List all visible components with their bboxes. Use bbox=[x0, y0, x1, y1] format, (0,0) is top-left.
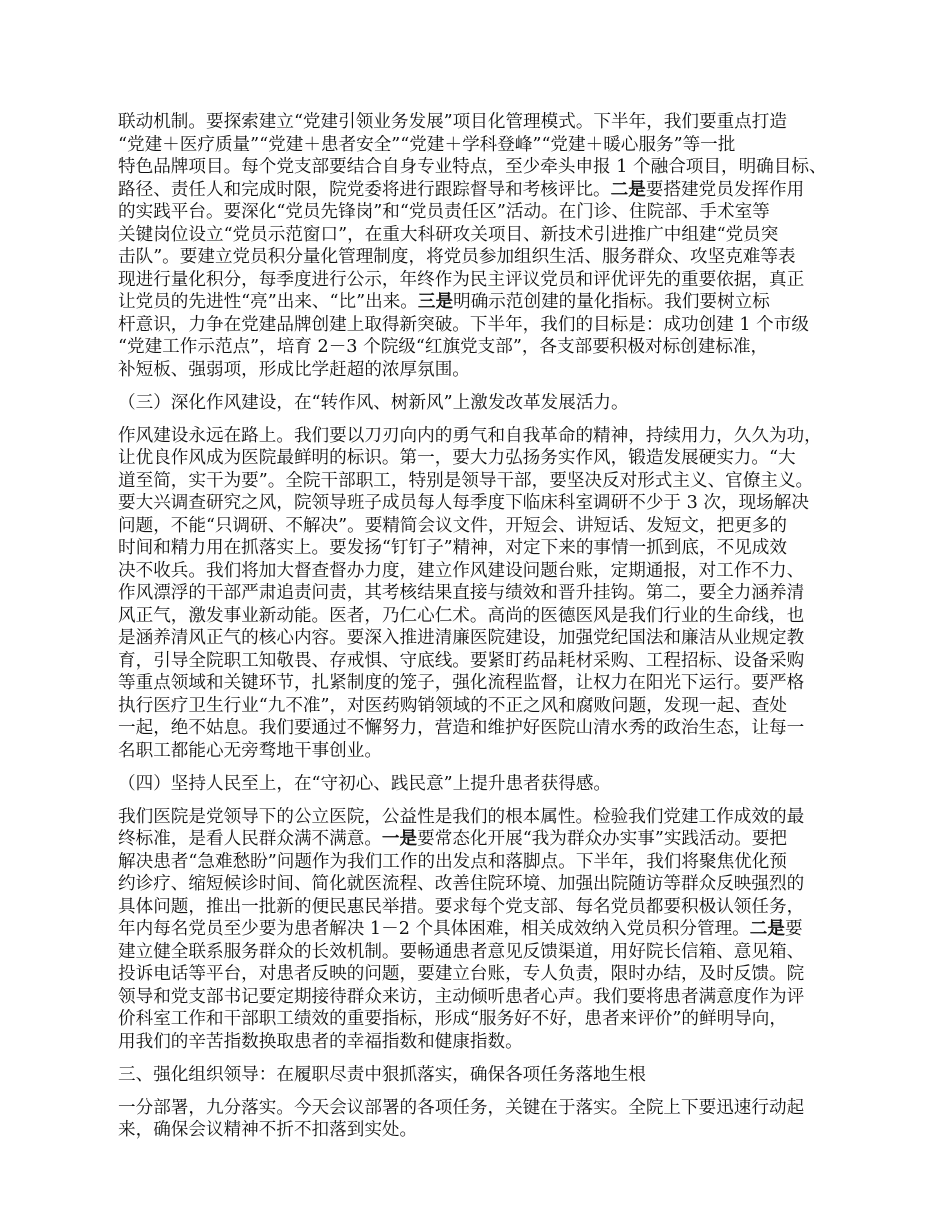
text-run: 补短板、强弱项，形成比学赶超的浓厚氛围。 bbox=[118, 359, 470, 380]
body-paragraph bbox=[118, 425, 838, 763]
text-line bbox=[118, 224, 838, 247]
text-run: 让优良作风成为医院最鲜明的标识。第一，要大力弘扬务实作风，锻造发展硬实力。“大 bbox=[118, 448, 796, 468]
text-run: 问题，不能“只调研、不解决”。要精简会议文件，开短会、讲短话、发短文，把更多的 bbox=[118, 515, 787, 536]
text-run: 等重点领域和关键环节，扎紧制度的笼子，强化流程监督，让权力在阳光下运行。要严格 bbox=[118, 673, 805, 693]
text-line bbox=[118, 111, 838, 134]
text-run: 具体问题，推出一批新的便民惠民举措。要求每个党支部、每名党员都要积极认领任务， bbox=[118, 896, 805, 917]
text-run: 建立健全联系服务群众的长效机制。要畅通患者意见反馈渠道，用好院长信箱、意见箱、 bbox=[118, 941, 805, 962]
section-heading bbox=[118, 1064, 838, 1087]
text-run: 的实践平台。要深化“党员先锋岗”和“党员责任区”活动。在门诊、住院部、手术室等 bbox=[118, 202, 770, 222]
text-run: 约诊疗、缩短候诊时间、简化就医流程、改善住院环境、加强出院随访等群众反映强烈的 bbox=[118, 874, 805, 894]
text-line bbox=[118, 963, 838, 986]
text-line bbox=[118, 627, 838, 650]
text-line bbox=[118, 773, 838, 796]
text-run: 时间和精力用在抓落实上。要发扬“钉钉子”精神，对定下来的事情一抓到底，不见成效 bbox=[118, 538, 787, 558]
text-run: 关键岗位设立“党员示范窗口”，在重大科研攻关项目、新技术引进推广中组建“党员突 bbox=[118, 224, 779, 245]
text-run: 风正气，激发事业新动能。医者，乃仁心仁术。高尚的医德医风是我们行业的生命线，也 bbox=[118, 605, 805, 626]
text-run: 让党员的先进性“亮”出来、“比”出来。 bbox=[118, 292, 418, 312]
text-line bbox=[118, 314, 838, 337]
text-line bbox=[118, 201, 838, 224]
body-paragraph bbox=[118, 111, 838, 381]
text-run: 来，确保会议精神不折不扣落到实处。 bbox=[118, 1120, 418, 1140]
text-run: 价科室工作和干部职工绩效的重要指标，形成“服务好不好，患者来评价”的鲜明导向， bbox=[118, 1009, 787, 1029]
text-line bbox=[118, 359, 838, 382]
text-run: 明确示范创建的量化指标。我们要树立标 bbox=[453, 292, 770, 312]
text-line bbox=[118, 392, 838, 415]
text-run: “党建＋医疗质量”“党建＋患者安全”“党建＋学科登峰”“党建＋暖心服务”等一批 bbox=[118, 134, 736, 155]
text-line bbox=[118, 134, 838, 157]
text-run: “党建工作示范点”，培育 2－3 个院级“红旗党支部”，各支部要积极对标创建标准， bbox=[118, 337, 769, 357]
text-line bbox=[118, 941, 838, 964]
text-line bbox=[118, 1008, 838, 1031]
section-heading bbox=[118, 773, 838, 796]
text-run: 我们医院是党领导下的公立医院，公益性是我们的根本属性。检验我们党建工作成效的最 bbox=[118, 806, 805, 827]
text-line bbox=[118, 470, 838, 493]
text-line bbox=[118, 336, 838, 359]
text-run: 要常态化开展“我为群众办实事”实践活动。要把 bbox=[417, 829, 787, 849]
text-line bbox=[118, 717, 838, 740]
text-run: 联动机制。要探索建立“党建引领业务发展”项目化管理模式。下半年，我们要重点打造 bbox=[118, 112, 787, 132]
text-line bbox=[118, 851, 838, 874]
text-run: （三）深化作风建设，在“转作风、树新风”上激发改革发展活力。 bbox=[118, 392, 629, 413]
text-line bbox=[118, 269, 838, 292]
text-line bbox=[118, 492, 838, 515]
text-run: （四）坚持人民至上，在“守初心、践民意”上提升患者获得感。 bbox=[118, 773, 612, 794]
text-run: 作风建设永远在路上。我们要以刀刃向内的勇气和自我革命的精神，持续用力，久久为功， bbox=[118, 425, 822, 446]
body-paragraph bbox=[118, 1097, 838, 1142]
document-body bbox=[118, 111, 838, 1152]
text-run: 终标准，是看人民群众满不满意。 bbox=[118, 829, 382, 849]
text-run: 一分部署，九分落实。今天会议部署的各项任务，关键在于落实。全院上下要迅速行动起 bbox=[118, 1097, 805, 1118]
text-line bbox=[118, 179, 838, 202]
text-line bbox=[118, 1119, 838, 1142]
text-run: 一起，绝不姑息。我们要通过不懈努力，营造和维护好医院山清水秀的政治生态，让每一 bbox=[118, 718, 805, 738]
text-line bbox=[118, 1064, 838, 1087]
text-run: 杆意识，力争在党建品牌创建上取得新突破。下半年，我们的目标是：成功创建 1 个市级 bbox=[118, 314, 809, 335]
text-line bbox=[118, 986, 838, 1009]
text-line bbox=[118, 695, 838, 718]
text-run: 解决患者“急难愁盼”问题作为我们工作的出发点和落脚点。下半年，我们将聚焦优化预 bbox=[118, 851, 787, 872]
text-run: 是涵养清风正气的核心内容。要深入推进清廉医院建设，加强党纪国法和廉洁从业规定教 bbox=[118, 628, 805, 648]
text-line bbox=[118, 156, 838, 179]
emphasis-text: 二是 bbox=[749, 918, 785, 939]
text-line bbox=[118, 918, 838, 941]
text-line bbox=[118, 582, 838, 605]
text-line bbox=[118, 1097, 838, 1120]
text-line bbox=[118, 425, 838, 448]
text-line bbox=[118, 672, 838, 695]
text-line bbox=[118, 246, 838, 269]
text-line bbox=[118, 605, 838, 628]
text-line bbox=[118, 447, 838, 470]
text-run: 现进行量化积分，每季度进行公示，年终作为民主评议党员和评优评先的重要依据，真正 bbox=[118, 269, 805, 290]
text-run: 要 bbox=[784, 919, 803, 939]
text-run: 要大兴调查研究之风，院领导班子成员每人每季度下临床科室调研不少于 3 次，现场解决 bbox=[118, 493, 809, 513]
text-run: 特色品牌项目。每个党支部要结合自身专业特点，至少牵头申报 1 个融合项目，明确目标、 bbox=[118, 157, 827, 177]
text-run: 用我们的辛苦指数换取患者的幸福指数和健康指数。 bbox=[118, 1031, 523, 1052]
body-paragraph bbox=[118, 806, 838, 1054]
text-line bbox=[118, 1031, 838, 1054]
text-run: 投诉电话等平台，对患者反映的问题，要建立台账，专人负责，限时办结，及时反馈。院 bbox=[118, 964, 805, 984]
text-run: 决不收兵。我们将加大督查督办力度，建立作风建设问题台账，定期通报，对工作不力、 bbox=[118, 560, 805, 581]
text-run: 领导和党支部书记要定期接待群众来访，主动倾听患者心声。我们要将患者满意度作为评 bbox=[118, 986, 805, 1007]
text-run: 育，引导全院职工知敬畏、存戒惧、守底线。要紧盯药品耗材采购、工程招标、设备采购 bbox=[118, 650, 805, 671]
text-line bbox=[118, 515, 838, 538]
text-run: 路径、责任人和完成时限，院党委将进行跟踪督导和考核评比。 bbox=[118, 179, 611, 200]
text-line bbox=[118, 537, 838, 560]
text-run: 道至简，实干为要”。全院干部职工，特别是领导干部，要坚决反对形式主义、官僚主义。 bbox=[118, 470, 814, 491]
text-line bbox=[118, 650, 838, 673]
text-run: 要搭建党员发挥作用 bbox=[645, 179, 805, 200]
text-run: 执行医疗卫生行业“九不准”，对医药购销领域的不正之风和腐败问题，发现一起、查处 bbox=[118, 695, 787, 716]
text-line bbox=[118, 828, 838, 851]
text-run: 作风漂浮的干部严肃追责问责，其考核结果直接与绩效和晋升挂钩。第二，要全力涵养清 bbox=[118, 583, 805, 603]
text-line bbox=[118, 896, 838, 919]
text-line bbox=[118, 560, 838, 583]
text-run: 名职工都能心无旁骛地干事创业。 bbox=[118, 740, 382, 761]
emphasis-text: 三是 bbox=[417, 291, 454, 312]
emphasis-text: 一是 bbox=[381, 828, 418, 849]
section-heading bbox=[118, 392, 838, 415]
text-line bbox=[118, 740, 838, 763]
text-run: 年内每名党员至少要为患者解决 1－2 个具体困难，相关成效纳入党员积分管理。 bbox=[118, 919, 750, 939]
text-line bbox=[118, 873, 838, 896]
text-run: 击队”。要建立党员积分量化管理制度，将党员参加组织生活、服务群众、攻坚克难等表 bbox=[118, 247, 796, 267]
emphasis-text: 二是 bbox=[610, 178, 646, 200]
text-run: 三、强化组织领导：在履职尽责中狠抓落实，确保各项任务落地生根 bbox=[118, 1064, 646, 1085]
text-line bbox=[118, 291, 838, 314]
text-line bbox=[118, 806, 838, 829]
